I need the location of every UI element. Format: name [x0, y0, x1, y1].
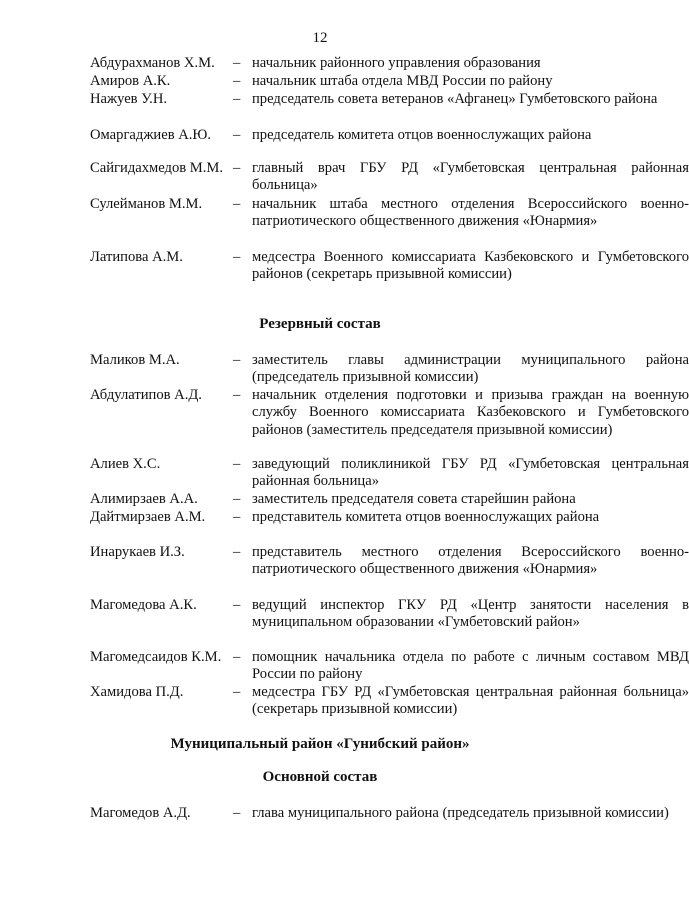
dash: –	[233, 249, 241, 265]
member-name: Амиров А.К.	[90, 73, 171, 89]
dash: –	[233, 491, 241, 507]
member-name: Абдурахманов Х.М.	[90, 55, 215, 71]
section-heading-district: Муниципальный район «Гунибский район»	[170, 736, 470, 752]
dash: –	[233, 805, 241, 821]
dash: –	[233, 196, 241, 212]
section-heading-main: Основной состав	[262, 769, 378, 785]
member-name: Дайтмирзаев А.М.	[90, 509, 206, 525]
member-name: Сайгидахмедов М.М.	[90, 160, 224, 176]
dash: –	[233, 160, 241, 176]
dash: –	[233, 91, 241, 107]
dash: –	[233, 649, 241, 665]
dash: –	[233, 597, 241, 613]
member-name: Магомедсаидов К.М.	[90, 649, 222, 665]
dash: –	[233, 55, 241, 71]
member-position: представитель комитета отцов военнослужащих района	[252, 509, 600, 525]
page-number: 12	[312, 30, 328, 46]
member-position: представитель местного отделения Всероссийского военно-патриотического общественного движения «Юнармия»	[252, 544, 689, 578]
member-position: начальник районного управления образования	[252, 55, 541, 71]
member-name: Абдулатипов А.Д.	[90, 387, 202, 403]
dash: –	[233, 387, 241, 403]
member-name: Алимирзаев А.А.	[90, 491, 198, 507]
member-name: Сулейманов М.М.	[90, 196, 203, 212]
dash: –	[233, 127, 241, 143]
member-position: главный врач ГБУ РД «Гумбетовская центральная районная больница»	[252, 160, 689, 194]
member-name: Маликов М.А.	[90, 352, 180, 368]
member-name: Магомедова А.К.	[90, 597, 197, 613]
member-position: помощник начальника отдела по работе с личным составом МВД России по району	[252, 649, 689, 683]
dash: –	[233, 352, 241, 368]
member-position: председатель комитета отцов военнослужащих района	[252, 127, 592, 143]
dash: –	[233, 509, 241, 525]
member-name: Алиев Х.С.	[90, 456, 161, 472]
member-name: Магомедов А.Д.	[90, 805, 191, 821]
member-position: заведующий поликлиникой ГБУ РД «Гумбетовская центральная районная больница»	[252, 456, 689, 490]
member-position: начальник отделения подготовки и призыва граждан на военную службу Военного комиссариата Казбековского и Гумбетовского районов (заместитель председателя призывной комиссии)	[252, 387, 689, 438]
member-name: Нажуев У.Н.	[90, 91, 168, 107]
member-position: начальник штаба местного отделения Всероссийского военно-патриотического общественного движения «Юнармия»	[252, 196, 689, 230]
member-position: начальник штаба отдела МВД России по району	[252, 73, 553, 89]
dash: –	[233, 456, 241, 472]
member-name: Омаргаджиев А.Ю.	[90, 127, 212, 143]
member-position: заместитель председателя совета старейшин района	[252, 491, 576, 507]
dash: –	[233, 684, 241, 700]
member-position: глава муниципального района (председатель призывной комиссии)	[252, 805, 669, 821]
member-position: ведущий инспектор ГКУ РД «Центр занятости населения в муниципальном образовании «Гумбетовский район»	[252, 597, 689, 631]
member-position: медсестра ГБУ РД «Гумбетовская центральная районная больница» (секретарь призывной комиссии)	[252, 684, 689, 718]
member-name: Инарукаев И.З.	[90, 544, 185, 560]
member-name: Латипова А.М.	[90, 249, 183, 265]
section-heading-reserve: Резервный состав	[259, 316, 381, 332]
member-name: Хамидова П.Д.	[90, 684, 184, 700]
dash: –	[233, 73, 241, 89]
member-position: медсестра Военного комиссариата Казбековского и Гумбетовского районов (секретарь призывной комиссии)	[252, 249, 689, 283]
dash: –	[233, 544, 241, 560]
member-position: заместитель главы администрации муниципального района (председатель призывной комиссии)	[252, 352, 689, 386]
member-position: председатель совета ветеранов «Афганец» Гумбетовского района	[252, 91, 658, 107]
